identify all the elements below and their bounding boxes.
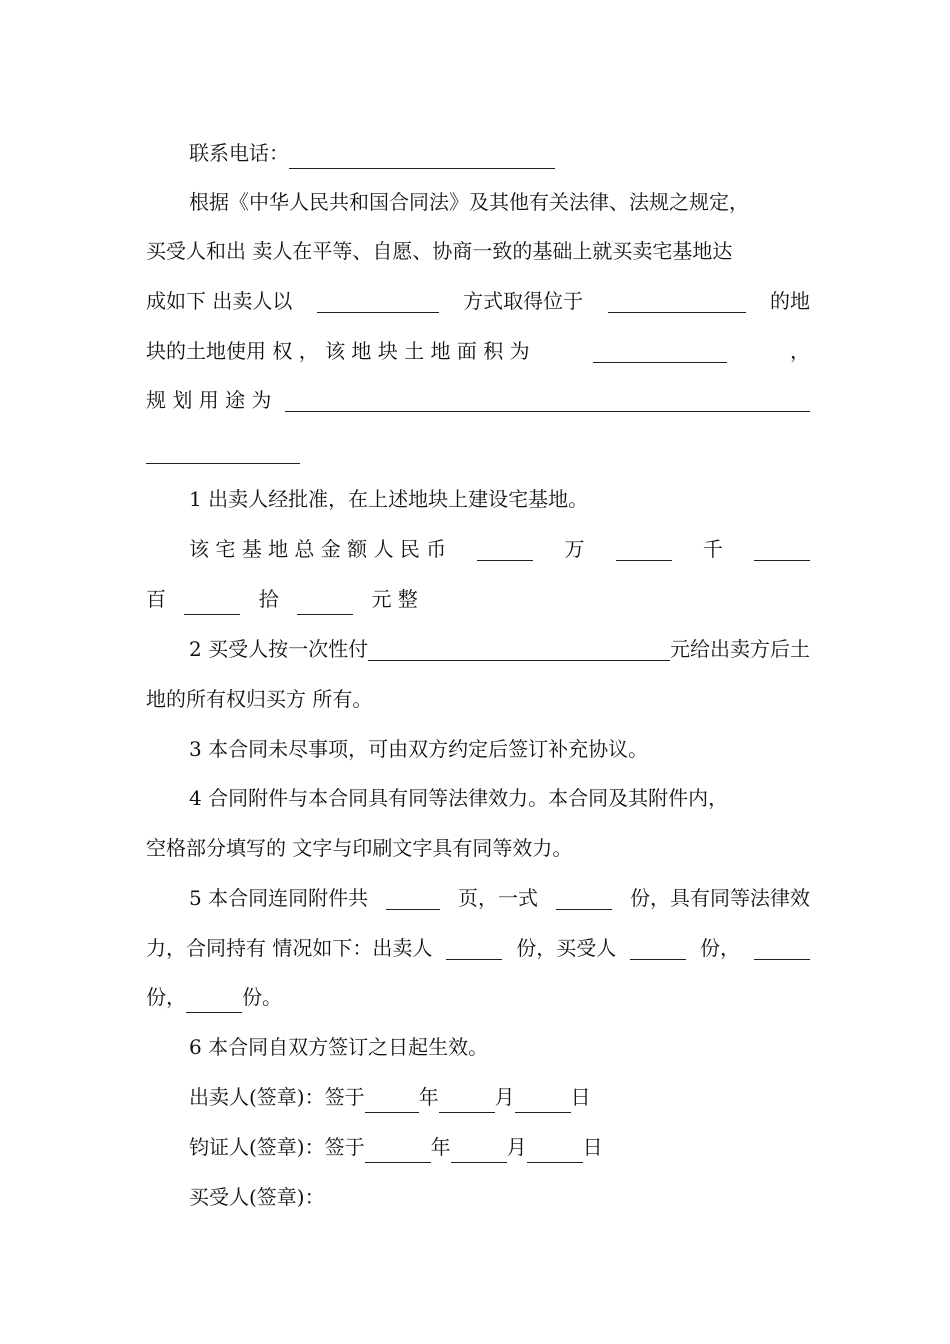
clause-5-f: 份，: [700, 936, 741, 960]
usage-blank: [285, 389, 810, 412]
seller-day-label: 日: [570, 1085, 591, 1109]
clause-1-line: 1 出卖人经批准，在上述地块上建设宅基地。: [189, 487, 589, 511]
wan-blank: [477, 538, 533, 561]
usage-blank-continued-line: [146, 432, 810, 464]
clause-5-c: 份，具有同等法律效: [629, 886, 810, 910]
usage-blank-continued: [146, 441, 300, 464]
clause-3-line: 3 本合同未尽事项，可由双方约定后签订补充协议。: [189, 737, 649, 761]
clause-4-line-1: 4 合同附件与本合同具有同等法律效力。本合同及其附件内，: [189, 786, 729, 810]
yuan-blank: [297, 592, 353, 615]
other-copies-blank: [754, 937, 810, 960]
intro-line-4-b: ，: [789, 339, 810, 363]
qian-unit: 千: [702, 537, 723, 561]
location-blank: [608, 290, 746, 313]
intro-line-3-a: 成如下 出卖人以: [146, 289, 293, 313]
witness-signature-label: 钧证人(签章)：签于: [189, 1135, 365, 1159]
payment-blank: [368, 638, 670, 661]
clause-5-b: 页，一式: [458, 886, 539, 910]
clause-5-line-1: [189, 882, 810, 914]
amount-units-line: [146, 583, 810, 615]
other-copies-blank-2: [186, 990, 242, 1013]
intro-line-4: [146, 335, 810, 367]
clause-4-line-2: 空格部分填写的 文字与印刷文字具有同等效力。: [146, 836, 573, 860]
witness-year-label: 年: [430, 1135, 451, 1159]
intro-line-5-a: 规 划 用 途 为: [146, 388, 272, 412]
clause-2-line-2: 地的所有权归买方 所有。: [146, 687, 373, 711]
total-amount-label: 该 宅 基 地 总 金 额 人 民 币: [189, 537, 447, 561]
intro-line-3-b: 方式取得位于: [463, 289, 584, 313]
clause-5-g: 份，: [146, 985, 186, 1009]
witness-month-label: 月: [506, 1135, 527, 1159]
buyer-copies-blank: [630, 937, 686, 960]
area-blank: [593, 340, 727, 363]
witness-year-blank: [365, 1140, 431, 1163]
intro-line-3-c: 的地: [769, 289, 810, 313]
bai-unit: 百: [146, 587, 166, 611]
seller-signature-line: [189, 1081, 810, 1113]
intro-line-3: [146, 285, 810, 317]
wan-unit: 万: [564, 537, 585, 561]
contact-line: [189, 137, 810, 169]
yuan-zheng-unit: 元 整: [371, 587, 418, 611]
total-amount-line: [189, 533, 810, 565]
seller-copies-blank: [446, 937, 502, 960]
contact-label: 联系电话：: [189, 141, 289, 165]
witness-signature-line: [189, 1131, 810, 1163]
clause-2-line-1: [189, 633, 810, 665]
intro-line-2: 买受人和出 卖人在平等、自愿、协商一致的基础上就买卖宅基地达: [146, 239, 733, 263]
seller-year-label: 年: [418, 1085, 439, 1109]
clause-5-e: 份，买受人: [516, 936, 617, 960]
intro-line-4-a: 块的土地使用 权 ， 该 地 块 土 地 面 积 为: [146, 339, 530, 363]
witness-day-label: 日: [582, 1135, 603, 1159]
intro-line-1: 根据《中华人民共和国合同法》及其他有关法律、法规之规定，: [189, 190, 749, 214]
clause-5-h: 份。: [242, 985, 282, 1009]
contact-blank: [289, 146, 555, 169]
seller-month-blank: [439, 1090, 495, 1113]
bai-lead-blank: [754, 538, 810, 561]
clause-5-a: 5 本合同连同附件共: [189, 886, 369, 910]
clause-5-line-3: [146, 981, 810, 1013]
method-blank: [317, 290, 439, 313]
intro-line-5: [146, 384, 810, 416]
shi-unit: 拾: [258, 587, 279, 611]
seller-day-blank: [515, 1090, 571, 1113]
copies-blank: [556, 887, 612, 910]
witness-day-blank: [527, 1140, 583, 1163]
witness-month-blank: [451, 1140, 507, 1163]
clause-2-b: 元给出卖方后土: [670, 637, 810, 661]
clause-5-d: 力，合同持有 情况如下：出卖人: [146, 936, 433, 960]
seller-signature-label: 出卖人(签章)：签于: [189, 1085, 365, 1109]
shi-blank: [184, 592, 240, 615]
clause-5-line-2: [146, 932, 810, 964]
clause-2-a: 2 买受人按一次性付: [189, 637, 369, 661]
seller-year-blank: [365, 1090, 419, 1113]
seller-month-label: 月: [494, 1085, 515, 1109]
qian-blank: [616, 538, 672, 561]
pages-blank: [386, 887, 440, 910]
clause-6-line: 6 本合同自双方签订之日起生效。: [189, 1035, 489, 1059]
buyer-signature-line: 买受人(签章)：: [189, 1185, 325, 1209]
